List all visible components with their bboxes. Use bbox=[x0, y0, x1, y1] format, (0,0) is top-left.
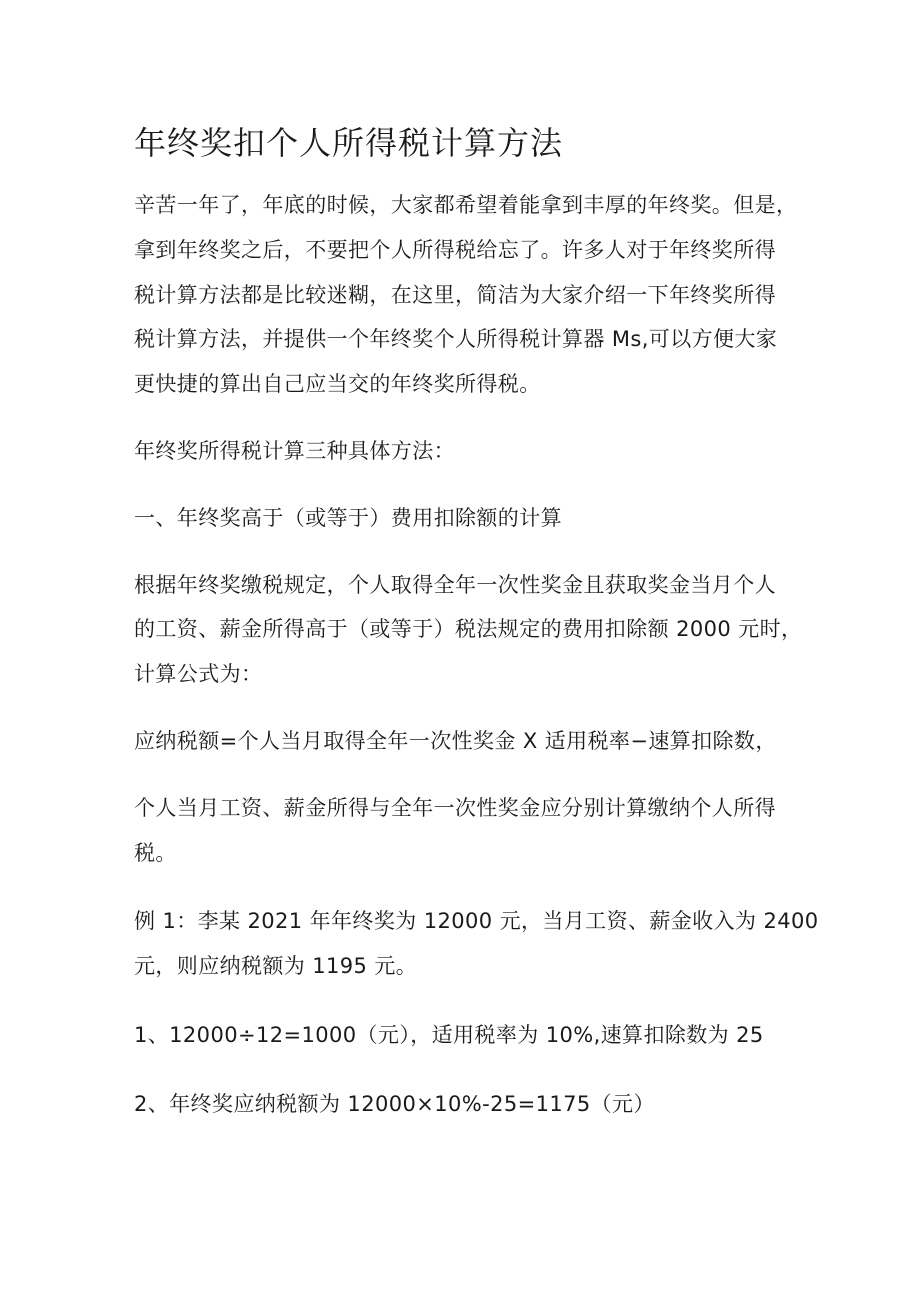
step-2-text: 2、年终奖应纳税额为 12000×10%-25=1175（元） bbox=[134, 1091, 655, 1116]
section-1-heading-text: 一、年终奖高于（或等于）费用扣除额的计算 bbox=[134, 505, 562, 530]
step-2-paragraph bbox=[134, 1082, 806, 1127]
methods-heading-text: 年终奖所得税计算三种具体方法： bbox=[134, 438, 455, 463]
document-title: 年终奖扣个人所得税计算方法 bbox=[134, 124, 564, 162]
methods-heading bbox=[134, 429, 806, 474]
step-1-paragraph bbox=[134, 1013, 806, 1058]
section-1-heading bbox=[134, 496, 806, 541]
formula-paragraph bbox=[134, 719, 806, 764]
rule-line: 根据年终奖缴税规定，个人取得全年一次性奖金且获取奖金当月个人 bbox=[134, 572, 776, 597]
separate-calculation-paragraph bbox=[134, 786, 806, 876]
example-paragraph bbox=[134, 899, 819, 989]
intro-line: 税计算方法，并提供一个年终奖个人所得税计算器 Ms,可以方便大家 bbox=[134, 327, 778, 352]
intro-line: 拿到年终奖之后，不要把个人所得税给忘了。许多人对于年终奖所得 bbox=[134, 237, 776, 262]
rule-line: 的工资、薪金所得高于（或等于）税法规定的费用扣除额 2000 元时， bbox=[134, 617, 803, 642]
example-line: 元，则应纳税额为 1195 元。 bbox=[134, 954, 418, 979]
document-body bbox=[134, 183, 819, 1127]
rule-paragraph bbox=[134, 563, 806, 697]
rule-line: 计算公式为： bbox=[134, 662, 263, 687]
intro-paragraph bbox=[134, 183, 806, 407]
intro-line: 辛苦一年了，年底的时候，大家都希望着能拿到丰厚的年终奖。但是， bbox=[134, 193, 798, 217]
formula-text: 应纳税额=个人当月取得全年一次性奖金 X 适用税率−速算扣除数， bbox=[134, 728, 777, 753]
example-line: 例 1：李某 2021 年年终奖为 12000 元，当月工资、薪金收入为 2400 bbox=[134, 909, 819, 934]
intro-line: 更快捷的算出自己应当交的年终奖所得税。 bbox=[134, 372, 541, 397]
intro-line: 税计算方法都是比较迷糊，在这里，简洁为大家介绍一下年终奖所得 bbox=[134, 282, 776, 307]
separate-calculation-line: 税。 bbox=[134, 840, 177, 865]
step-1-text: 1、12000÷12=1000（元），适用税率为 10%,速算扣除数为 25 bbox=[134, 1022, 764, 1047]
separate-calculation-line: 个人当月工资、薪金所得与全年一次性奖金应分别计算缴纳个人所得 bbox=[134, 795, 776, 820]
